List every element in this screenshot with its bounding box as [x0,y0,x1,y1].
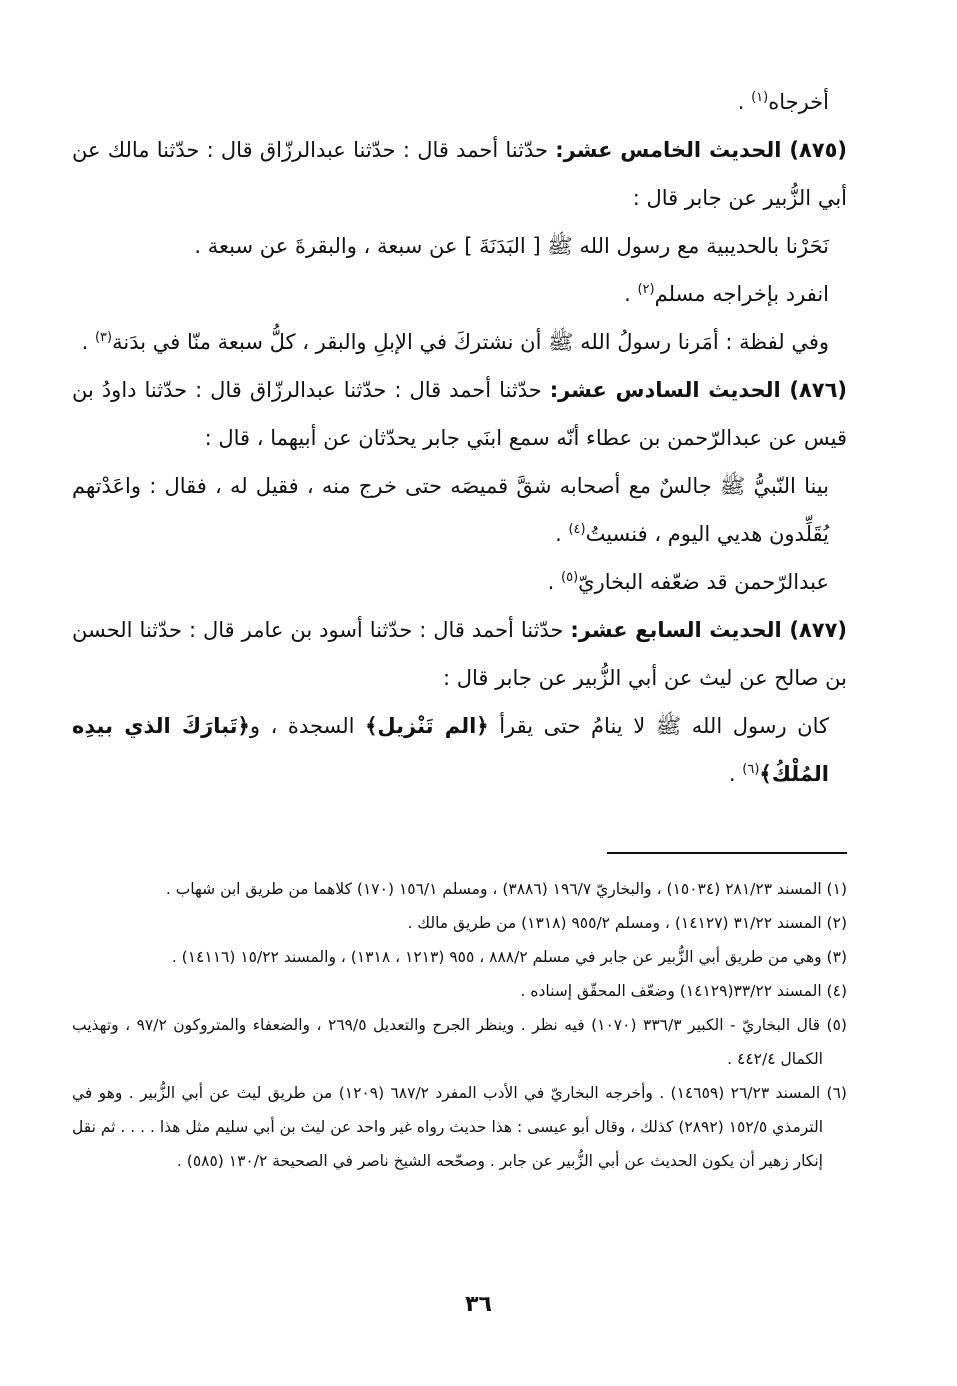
text-span: أخرجاه [768,90,829,114]
footnote-ref-2[interactable]: (٢) [637,282,655,297]
footnote-ref-4[interactable]: (٤) [568,522,586,537]
footnote-divider [607,852,847,854]
surah-name: ﴿تَبارَكَ الذي بيدِه المُلْكُ﴾ [72,714,829,786]
footnote-4: (٤) المسند ٣٣/٢٢(١٤١٢٩) وضعّف المحقّق إسناده . [520,982,847,1000]
page-number: ٣٦ [465,1292,492,1317]
text-span: . [624,282,638,306]
footnote-ref-6[interactable]: (٦) [742,762,760,777]
text-span: . [737,90,752,114]
hadith-876-isnad: حدّثنا أحمد قال : حدّثنا عبدالرزّاق قال : حدّثنا داودُ بن قيس عن عبدالرّحمن بن عطاء أنّه سمع ابنَي جابر يحدّثان عن أبيهما ، قال : [72,378,847,450]
footnotes-section [72,872,847,1178]
footnote-2: (٢) المسند ٣١/٢٢ (١٤١٢٧) ، ومسلم ٩٥٥/٢ (١٣١٨) من طريق مالك . [407,914,847,932]
footnote-1: (١) المسند ٢٨١/٢٣ (١٥٠٣٤) ، والبخاريّ ١٩٦/٧ (٣٨٨٦) ، ومسلم ١٥٦/١ (١٧٠) كلاهما من طريق ابن شهاب . [165,880,847,898]
text-span: بينا النّبيُّ ﷺ جالسٌ مع أصحابه شقَّ قميصَه حتى خرج منه ، فقيل له ، فقال : واعَدْتهم يُقَلِّدون هديي اليوم ، فنسيتُ [72,474,829,546]
text-span: . [547,570,561,594]
hadith-875-isnad: حدّثنا أحمد قال : حدّثنا عبدالرزّاق قال : حدّثنا مالك عن أبي الزُّبير عن جابر قال : [72,138,847,210]
hadith-875-title: (٨٧٥) الحديث الخامس عشر: [555,138,847,162]
text-span: وفي لفظة : أمَرنا رسولُ الله ﷺ أن نشتركَ في الإبلِ والبقر ، كلُّ سبعة منّا في بدَنة [112,330,829,354]
text-span: . [728,762,743,786]
hadith-877-title: (٨٧٧) الحديث السابع عشر: [570,618,847,642]
paragraph-akhrajah [72,78,847,126]
hadith-876-title: (٨٧٦) الحديث السادس عشر: [549,378,847,402]
surah-name: ﴿الم تَنْزيل﴾ [365,714,489,738]
footnote-6: (٦) المسند ٢٦/٢٣ (١٤٦٥٩) . وأخرجه البخاريّ في الأدب المفرد ٦٨٧/٢ (١٢٠٩) من طريق ليث عن أبي الزُّبير . وهو في الترمذي ١٥٢/٥ (٢٨٩٢) كذلك ، وقال أبو عيسى : هذا حديث رواه غير واحد عن ليث بن أبي سليم مثل هذا . . . . ثم نقل إنكار زهير أن يكون الحديث عن أبي الزُّبير عن جابر . وصحّحه الشيخ ناصر في الصحيحة ١٣٠/٢ (٥٨٥) . [72,1084,847,1170]
text-span: عبدالرّحمن قد ضعّفه البخاريّ [578,570,829,594]
hadith-876-heading [72,366,847,462]
footnote-ref-3[interactable]: (٣) [94,330,113,345]
hadith-875-matn: نَحَرْنا بالحديبية مع رسول الله ﷺ [ البَدَنَةَ ] عن سبعة ، والبقرةَ عن سبعة . [194,234,829,258]
footnote-5: (٥) قال البخاريّ - الكبير ٣٣٦/٣ (١٠٧٠) فيه نظر . وينظر الجرح والتعديل ٢٦٩/٥ ، والضعفاء والمتروكون ٩٧/٢ ، وتهذيب الكمال ٤٤٢/٤ . [72,1016,847,1068]
hadith-876-matn [72,462,847,558]
hadith-875-heading [72,126,847,222]
text-span: انفرد بإخراجه مسلم [654,282,829,306]
footnote-ref-1[interactable]: (١) [751,90,769,105]
footnote-3: (٣) وهي من طريق أبي الزُّبير عن جابر في مسلم ٨٨٨/٢ ، ٩٥٥ (١٢١٣ ، ١٣١٨) ، والمسند ١٥/٢٢ (١٤١١٦) . [171,948,847,966]
hadith-877-matn [72,702,847,798]
text-span: . [81,330,95,354]
text-span: السجدة ، و [249,714,366,738]
hadith-875-note [72,270,847,318]
footnote-ref-5[interactable]: (٥) [561,570,579,585]
hadith-875-variant [72,318,847,366]
main-text [72,78,847,798]
hadith-877-heading [72,606,847,702]
text-span: . [555,522,569,546]
hadith-876-note [72,558,847,606]
text-span: كان رسول الله ﷺ لا ينامُ حتى يقرأ [488,714,829,738]
hadith-877-isnad: حدّثنا أحمد قال : حدّثنا أسود بن عامر قال : حدّثنا الحسن بن صالح عن ليث عن أبي الزُّبير عن جابر قال : [72,618,847,690]
